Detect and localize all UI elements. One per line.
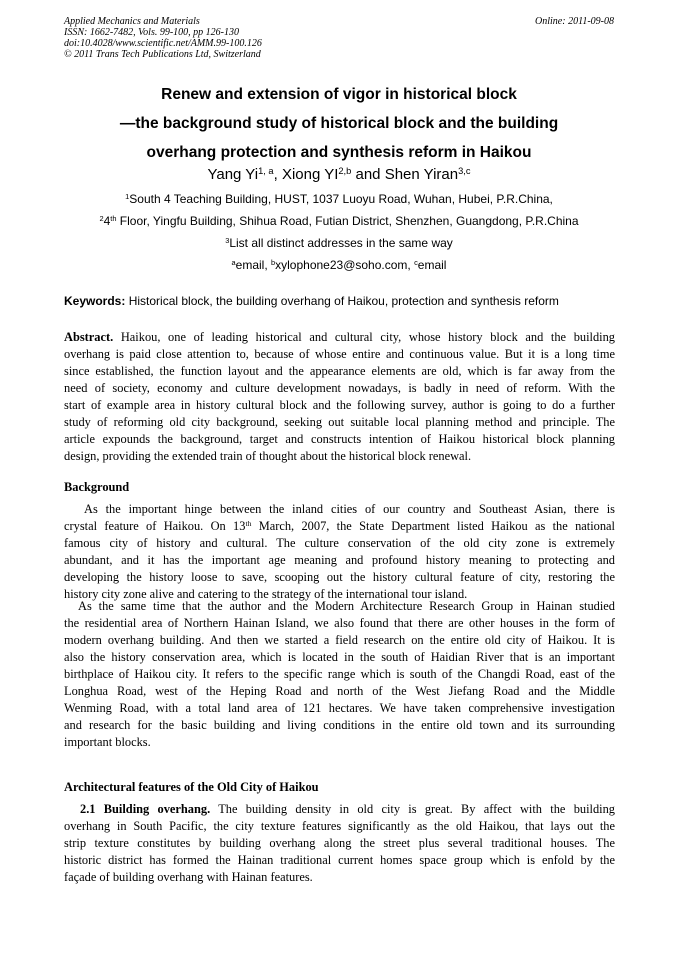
paragraph-line: façade of building overhang with Hainan features. [64, 870, 313, 884]
paragraph-line: developing the history loose to save, scooping out the history cultural feature of city, restoring the [64, 570, 615, 584]
affiliation-3-sup: 3 [225, 235, 230, 245]
paragraph-line: historic district has formed the Hainan traditional current homes space group which is enfold by the [64, 853, 615, 867]
keywords [64, 294, 616, 309]
background-paragraph-2 [64, 598, 615, 751]
affiliation-1-sup: 1 [125, 191, 130, 201]
abstract-line: since established, the function layout and the appearance elements are old, which is far away from the [64, 364, 615, 378]
author-1-sup: 1, a [258, 165, 274, 176]
abstract-line [64, 329, 615, 346]
paragraph-line: history city zone alive and catering to the strategy of the international tour island. [64, 587, 468, 601]
section-heading-architectural-features: Architectural features of the Old City of Haikou [64, 780, 319, 794]
abstract-line: study of reforming old city background, seeking out suitable local planning method and principle. The [64, 415, 615, 429]
author-1: Yang Yi [207, 166, 259, 183]
paragraph-line: As the same time that the author and the Modern Architecture Research Group in Hainan studied [78, 599, 615, 613]
affiliation-1-text: South 4 Teaching Building, HUST, 1037 Luoyu Road, Wuhan, Hubei, P.R.China, [129, 192, 553, 206]
paragraph-line: As the important hinge between the inland cities of our country and Southeast Asian, there is [84, 502, 615, 516]
email-a-sup: a [231, 257, 236, 267]
title-line-2: —the background study of historical block and the building [119, 115, 559, 132]
author-sep-2: and [351, 166, 385, 183]
section-heading-background: Background [64, 480, 130, 494]
abstract-line: need of society, economy and culture development nowadays, is badly in need of reform. With the [64, 381, 615, 395]
keywords-label: Keywords: [64, 294, 126, 308]
date-text-b: March, 2007, the State Department listed Haikou as the national [251, 519, 615, 533]
author-sep-1: , [273, 166, 282, 183]
paragraph-line: abundant, and it has the important age meaning and profound history meaning to protecting and [64, 553, 615, 567]
author-3-sup: 3,c [458, 165, 471, 176]
paragraph-line: overhang in South Pacific, the city texture features significantly as the old Haikou, that lays out the [64, 819, 615, 833]
paragraph-line: modern overhang building. And then we started a field research on the entire old city of Haikou. It is [64, 633, 615, 647]
affiliation-2-sup: 2 [99, 213, 104, 223]
abstract [64, 329, 615, 465]
paragraph-line [64, 518, 615, 535]
journal-name: Applied Mechanics and Materials [64, 16, 200, 27]
email-b-sup: b [271, 257, 276, 267]
author-list [60, 166, 618, 184]
journal-issn: ISSN: 1662-7482, Vols. 99-100, pp 126-130 [64, 27, 239, 38]
date-text-a: crystal feature of Haikou. On 13 [64, 519, 246, 533]
email-c: email [417, 258, 447, 272]
title-line-1: Renew and extension of vigor in historical block [161, 86, 517, 103]
email-b: xylophone23@soho.com, [275, 258, 415, 272]
journal-doi: doi:10.4028/www.scientific.net/AMM.99-100.126 [64, 38, 262, 49]
paragraph-line: important blocks. [64, 735, 151, 749]
email-a: email, [235, 258, 271, 272]
paragraph-line: the residential area of Northern Hainan Island, we also found that there are other houses in the form of [64, 616, 615, 630]
paragraph-line: also the history conservation area, which is located in the south of Haidian River that is an important [64, 650, 615, 664]
abstract-line: start of example area in history cultural block and the following survey, author is going to do a further [64, 398, 615, 412]
email-list [60, 258, 618, 273]
email-c-sup: c [414, 257, 418, 267]
online-date: Online: 2011-09-08 [535, 16, 614, 27]
author-2-sup: 2,b [338, 165, 352, 176]
author-3: Shen Yiran [384, 166, 459, 183]
subsection-text: The building density in old city is great. By affect with the building [210, 802, 615, 816]
paragraph-line: Wenming Road, with a total land area of 121 hectares. We have taken comprehensive investigation [64, 701, 615, 715]
affiliation-2-num: 4 [103, 214, 111, 228]
affiliation-2 [60, 214, 618, 229]
affiliation-3-text: List all distinct addresses in the same way [229, 236, 453, 250]
title-line-3: overhang protection and synthesis reform in Haikou [146, 144, 532, 161]
building-overhang-paragraph [64, 801, 615, 886]
paragraph-line: famous city of history and cultural. The culture conservation of the old city zone is extremely [64, 536, 615, 550]
paragraph-line: Longhua Road, west of the Heping Road and north of the West Jiefang Road and the Middle [64, 684, 615, 698]
affiliation-2-th: th [110, 213, 117, 223]
paragraph-line: and research for the basic building and living conditions in the entire old town and its surrounding [64, 718, 615, 732]
paragraph-line: birthplace of Haikou city. It refers to the specific range which is south of the Changdi Road, east of the [64, 667, 615, 681]
affiliation-3 [60, 236, 618, 251]
abstract-line: design, providing the extended train of thought about the historical block renewal. [64, 449, 472, 463]
paper-title [60, 80, 618, 167]
abstract-text: Haikou, one of leading historical and cultural city, whose history block and the building [113, 330, 615, 344]
journal-info [64, 16, 262, 60]
date-sup: th [245, 518, 252, 528]
author-2: Xiong YI [281, 166, 339, 183]
paragraph-line [64, 801, 615, 818]
abstract-label: Abstract. [64, 330, 114, 344]
affiliation-1 [60, 192, 618, 207]
journal-copyright: © 2011 Trans Tech Publications Ltd, Switzerland [64, 49, 261, 60]
subsection-label: 2.1 Building overhang. [80, 802, 211, 816]
keywords-text: Historical block, the building overhang of Haikou, protection and synthesis reform [125, 294, 559, 308]
background-paragraph-1 [64, 501, 615, 603]
abstract-line: overhang is paid close attention to, because of whose entire and continuous value. But it is a long time [64, 347, 615, 361]
abstract-line: article expounds the background, target and constructs intention of Haikou historical block planning [64, 432, 615, 446]
affiliation-2-text: Floor, Yingfu Building, Shihua Road, Futian District, Shenzhen, Guangdong, P.R.China [116, 214, 579, 228]
paragraph-line: strip texture constitutes by building overhang along the street plus several traditional houses. The [64, 836, 615, 850]
